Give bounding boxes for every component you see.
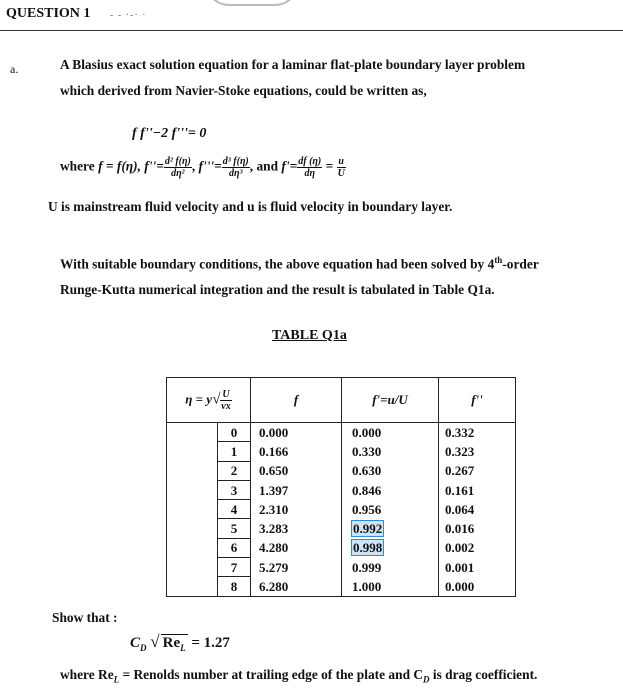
fpp-denominator: dη²: [171, 168, 185, 179]
fprime-cell-value: 0.998: [353, 540, 383, 556]
fpp-numerator: d² f(η): [164, 156, 191, 167]
fpp-cell-value: 0.000: [445, 578, 475, 594]
fprime-cell: [342, 461, 439, 480]
intro-paragraph: [60, 52, 525, 104]
fpp-cell: [439, 500, 516, 519]
where-word: where: [60, 158, 95, 174]
fprime-cell: [342, 500, 439, 519]
eta-blank-cell: [167, 538, 218, 557]
eta-blank-cell: [167, 442, 218, 461]
table-header-row: [167, 378, 516, 423]
fprime-cell: [342, 480, 439, 499]
fppp-denominator: dη³: [229, 168, 243, 179]
rk-line-1: [60, 247, 539, 277]
table-row: [167, 461, 516, 480]
fpp-cell: [439, 538, 516, 557]
target-rhs: = 1.27: [191, 635, 230, 651]
cd-subscript: D: [140, 643, 147, 653]
fpp-cell: [439, 480, 516, 499]
equals-sign: =: [325, 158, 334, 174]
fppp-lhs: f'''=: [198, 158, 222, 174]
f-cell-value: 5.279: [259, 559, 289, 575]
re-symbol: Re: [162, 635, 181, 651]
where-re-sub: L: [113, 674, 120, 685]
eta-cell: [218, 500, 251, 519]
fprime-cell: [342, 442, 439, 461]
f-cell-value: 0.000: [259, 424, 289, 440]
fp-fraction: [297, 156, 322, 179]
fprime-cell-value: 0.999: [352, 559, 382, 575]
eta-cell: [218, 538, 251, 557]
fprime-cell-value: 0.846: [352, 482, 382, 498]
eta-cell: [218, 480, 251, 499]
eta-header-prefix: η = y: [185, 390, 213, 406]
final-definition-line: [60, 667, 537, 685]
where-end-text: is drag coefficient.: [432, 667, 538, 682]
f-cell: [251, 442, 342, 461]
show-that-label: Show that :: [52, 610, 118, 625]
eta-cell-value: 8: [230, 579, 238, 595]
fprime-cell-value: 0.956: [352, 501, 382, 517]
eta-cell-value: 3: [230, 482, 238, 498]
fpp-cell-value: 0.001: [445, 559, 475, 575]
fprime-cell: [342, 538, 439, 557]
eta-cell-value: 2: [230, 463, 238, 479]
fpp-header: f'': [439, 378, 516, 423]
fpp-lhs: f''=: [144, 158, 164, 174]
fprime-cell: [342, 519, 439, 538]
f-cell-value: 4.280: [259, 540, 289, 556]
fprime-cell-value: 0.330: [352, 443, 382, 459]
table-row: [167, 519, 516, 538]
eta-header: η = y√ $\frac{U}{\nu x}$: [167, 378, 251, 423]
fpp-cell: [439, 519, 516, 538]
fpp-cell-value: 0.323: [445, 443, 475, 459]
table-row: [167, 480, 516, 499]
table-row: [167, 442, 516, 461]
fprime-cell-value: 0.992: [353, 521, 383, 537]
cropped-figure-arc: [205, 0, 299, 6]
fprime-header: f'=u/U: [342, 378, 439, 423]
eta-blank-cell: [167, 480, 218, 499]
velocity-ratio: [337, 156, 346, 179]
re-subscript: L: [180, 643, 186, 653]
fpp-cell-value: 0.332: [445, 424, 475, 440]
f-cell: [251, 519, 342, 538]
definitions-line: where f = f(η), f''= $\frac{\text{d² f(η)}}{\text{dη²}}$ , f'''= $\frac{\text{d³ f(η)}}{\text{dη³}}$ , and f'= $\frac{df (\eta)}{d\eta}$ = $\frac{u}{U}$: [60, 156, 345, 179]
f-cell: [251, 480, 342, 499]
f-cell: [251, 558, 342, 577]
fpp-cell: [439, 423, 516, 442]
eta-blank-cell: [167, 577, 218, 596]
eta-cell-value: 5: [230, 521, 238, 537]
fpp-cell-value: 0.016: [445, 521, 475, 537]
eta-cell: [218, 577, 251, 596]
and-word: , and: [249, 158, 279, 174]
intro-line-1: A Blasius exact solution equation for a laminar flat-plate boundary layer problem: [60, 57, 526, 72]
fprime-cell-value: 1.000: [352, 578, 382, 594]
eta-blank-cell: [167, 519, 218, 538]
eta-cell-value: 7: [230, 559, 238, 575]
blasius-equation: f f''−2 f'''= 0: [132, 126, 207, 141]
intro-line-2: which derived from Navier-Stoke equations, could be written as,: [60, 83, 427, 98]
table-title: TABLE Q1a: [272, 328, 347, 343]
fpp-cell: [439, 558, 516, 577]
f-header: f: [251, 378, 342, 423]
part-label: a.: [10, 62, 19, 76]
ordinal-superscript: th: [494, 255, 503, 265]
where-re-text: where Re: [60, 667, 114, 682]
rk-line-1-end: -order: [502, 256, 539, 272]
f-definition: f = f(η),: [98, 158, 141, 174]
u-numerator: u: [338, 156, 344, 167]
table-row: [167, 577, 516, 596]
fpp-fraction: [164, 156, 192, 179]
eta-header-den: νx: [221, 400, 231, 412]
fp-denominator: dη: [304, 168, 315, 179]
re-radicand: [161, 634, 188, 653]
table-row: [167, 558, 516, 577]
velocity-definition: U is mainstream fluid velocity and u is fluid velocity in boundary layer.: [48, 199, 453, 214]
rk-line-1-text: With suitable boundary conditions, the above equation had been solved by 4: [60, 256, 495, 272]
eta-header-fraction: [220, 389, 231, 412]
fp-lhs: f'=: [281, 158, 298, 174]
f-cell: [251, 538, 342, 557]
f-cell-value: 1.397: [259, 482, 289, 498]
fprime-cell: [342, 577, 439, 596]
question-heading: QUESTION 1: [6, 6, 91, 21]
handwritten-scribble: - - ·-· ·: [110, 10, 147, 21]
cd-symbol: C: [130, 635, 141, 651]
eta-cell: [218, 423, 251, 442]
eta-blank-cell: [167, 500, 218, 519]
fprime-cell: [342, 423, 439, 442]
f-cell: [251, 461, 342, 480]
fprime-cell-value: 0.000: [352, 424, 382, 440]
table-row: [167, 538, 516, 557]
fpp-cell-value: 0.064: [445, 501, 475, 517]
fprime-cell: [342, 558, 439, 577]
f-cell-value: 6.280: [259, 578, 289, 594]
fpp-cell-value: 0.161: [445, 482, 475, 498]
where-cd-sub: D: [423, 674, 430, 685]
fpp-cell: [439, 461, 516, 480]
eta-cell-value: 6: [230, 540, 238, 556]
eta-cell: [218, 442, 251, 461]
u-denominator: U: [337, 168, 345, 179]
fppp-fraction: [222, 156, 250, 179]
eta-cell-value: 0: [230, 424, 238, 440]
table-row: [167, 423, 516, 442]
f-cell: [251, 500, 342, 519]
fpp-cell: [439, 442, 516, 461]
eta-blank-cell: [167, 461, 218, 480]
fpp-cell-value: 0.267: [445, 463, 475, 479]
f-cell: [251, 423, 342, 442]
fpp-cell-value: 0.002: [445, 540, 475, 556]
target-equation: $C_D$ √ $Re_L = 1.27$: [130, 632, 230, 653]
f-cell-value: 2.310: [259, 501, 289, 517]
where-mid-text: = Renolds number at trailing edge of the plate and C: [122, 667, 424, 682]
eta-cell: [218, 519, 251, 538]
f-cell-value: 0.650: [259, 463, 289, 479]
eta-blank-cell: [167, 558, 218, 577]
fp-numerator: df (η): [298, 156, 322, 167]
fprime-cell-value: 0.630: [352, 463, 382, 479]
eta-cell: [218, 461, 251, 480]
heading-divider: [0, 30, 623, 31]
eta-blank-cell: [167, 423, 218, 442]
f-cell-value: 0.166: [259, 443, 289, 459]
eta-header-num: U: [220, 389, 231, 401]
table-row: [167, 500, 516, 519]
f-cell: [251, 577, 342, 596]
eta-cell: [218, 558, 251, 577]
blasius-table: [166, 377, 516, 597]
eta-cell-value: 4: [230, 501, 238, 517]
rk-line-2: Runge-Kutta numerical integration and the result is tabulated in Table Q1a.: [60, 282, 495, 298]
runge-kutta-paragraph: [60, 247, 539, 303]
fpp-cell: [439, 577, 516, 596]
fppp-numerator: d³ f(η): [222, 156, 249, 167]
f-cell-value: 3.283: [259, 521, 289, 537]
eta-cell-value: 1: [230, 443, 238, 459]
